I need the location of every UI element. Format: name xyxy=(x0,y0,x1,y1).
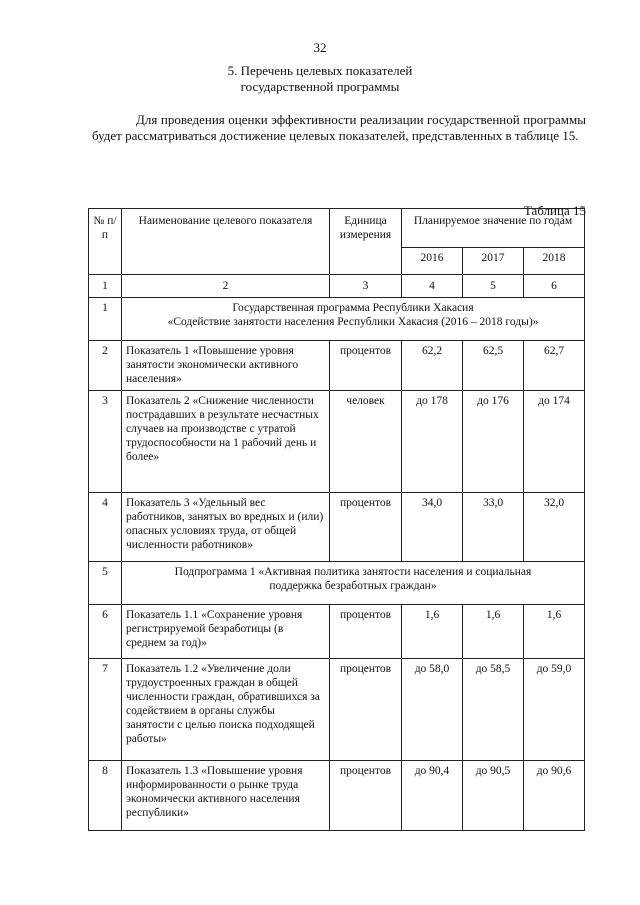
section-title-line-1: Подпрограмма 1 «Активная политика занятости населения и социальная xyxy=(174,566,532,578)
section-title-line-1: Государственная программа Республики Хакасия xyxy=(232,302,474,314)
section-title xyxy=(122,562,585,605)
indicator-name: Показатель 1 «Повышение уровня занятости экономически активного населения» xyxy=(122,341,330,391)
page-number: 32 xyxy=(313,40,327,55)
section-heading-line-2: государственной программы xyxy=(240,79,400,94)
value-2017: 1,6 xyxy=(463,605,524,659)
value-2017: до 58,5 xyxy=(463,659,524,761)
section-heading xyxy=(0,63,640,95)
value-2017: 62,5 xyxy=(463,341,524,391)
table-index-row xyxy=(89,275,585,298)
table-section-row xyxy=(89,298,585,341)
indicator-unit: процентов xyxy=(330,493,402,562)
indicator-unit: процентов xyxy=(330,341,402,391)
row-num: 7 xyxy=(89,659,122,761)
indicator-name: Показатель 2 «Снижение численности пострадавших в результате несчастных случаев на производстве с утратой трудоспособности на 1 рабочий день и более» xyxy=(122,391,330,493)
indicators-table xyxy=(88,208,585,831)
index-cell: 6 xyxy=(524,275,585,298)
row-num: 3 xyxy=(89,391,122,493)
header-year-2018: 2018 xyxy=(524,248,585,275)
table-row xyxy=(89,493,585,562)
indicator-name: Показатель 1.1 «Сохранение уровня регистрируемой безработицы (в среднем за год)» xyxy=(122,605,330,659)
table-caption: Таблица 15 xyxy=(523,203,586,218)
value-2016: 1,6 xyxy=(402,605,463,659)
indicator-unit: процентов xyxy=(330,659,402,761)
row-num: 4 xyxy=(89,493,122,562)
section-title-line-2: «Содействие занятости населения Республики Хакасия (2016 – 2018 годы)» xyxy=(167,316,539,328)
section-title xyxy=(122,298,585,341)
indicator-name: Показатель 3 «Удельный вес работников, занятых во вредных и (или) опасных условиях труда, от общей численности работников» xyxy=(122,493,330,562)
value-2017: до 90,5 xyxy=(463,761,524,831)
value-2016: до 58,0 xyxy=(402,659,463,761)
header-num: № п/п xyxy=(89,209,122,275)
indicator-unit: человек xyxy=(330,391,402,493)
row-num: 6 xyxy=(89,605,122,659)
indicator-unit: процентов xyxy=(330,605,402,659)
table-row xyxy=(89,605,585,659)
header-planned: Планируемое значение по годам xyxy=(402,209,585,248)
header-unit: Единица измерения xyxy=(330,209,402,275)
index-cell: 2 xyxy=(122,275,330,298)
table-row xyxy=(89,391,585,493)
row-num: 8 xyxy=(89,761,122,831)
index-cell: 4 xyxy=(402,275,463,298)
index-cell: 1 xyxy=(89,275,122,298)
indicator-name: Показатель 1.2 «Увеличение доли трудоустроенных граждан в общей численности граждан, обратившихся за содействием в органы службы занятости с целью поиска подходящей работы» xyxy=(122,659,330,761)
value-2018: до 174 xyxy=(524,391,585,493)
row-num: 2 xyxy=(89,341,122,391)
value-2017: 33,0 xyxy=(463,493,524,562)
value-2016: 34,0 xyxy=(402,493,463,562)
row-num: 5 xyxy=(89,562,122,605)
header-year-2016: 2016 xyxy=(402,248,463,275)
table-section-row xyxy=(89,562,585,605)
value-2018: 32,0 xyxy=(524,493,585,562)
header-year-2017: 2017 xyxy=(463,248,524,275)
table-header-row xyxy=(89,209,585,248)
indicator-unit: процентов xyxy=(330,761,402,831)
value-2016: 62,2 xyxy=(402,341,463,391)
section-title-line-2: поддержка безработных граждан» xyxy=(269,580,437,592)
value-2018: 62,7 xyxy=(524,341,585,391)
value-2018: до 59,0 xyxy=(524,659,585,761)
table-row xyxy=(89,659,585,761)
value-2016: до 178 xyxy=(402,391,463,493)
value-2016: до 90,4 xyxy=(402,761,463,831)
value-2018: 1,6 xyxy=(524,605,585,659)
index-cell: 3 xyxy=(330,275,402,298)
value-2017: до 176 xyxy=(463,391,524,493)
table-row xyxy=(89,761,585,831)
header-name: Наименование целевого показателя xyxy=(122,209,330,275)
indicator-name: Показатель 1.3 «Повышение уровня информированности о рынке труда экономически активного населения республики» xyxy=(122,761,330,831)
index-cell: 5 xyxy=(463,275,524,298)
row-num: 1 xyxy=(89,298,122,341)
table-row xyxy=(89,341,585,391)
section-heading-line-1: 5. Перечень целевых показателей xyxy=(227,63,413,78)
value-2018: до 90,6 xyxy=(524,761,585,831)
intro-paragraph: Для проведения оценки эффективности реализации государственной программы будет рассматриваться достижение целевых показателей, представленных в таблице 15. xyxy=(92,112,586,143)
